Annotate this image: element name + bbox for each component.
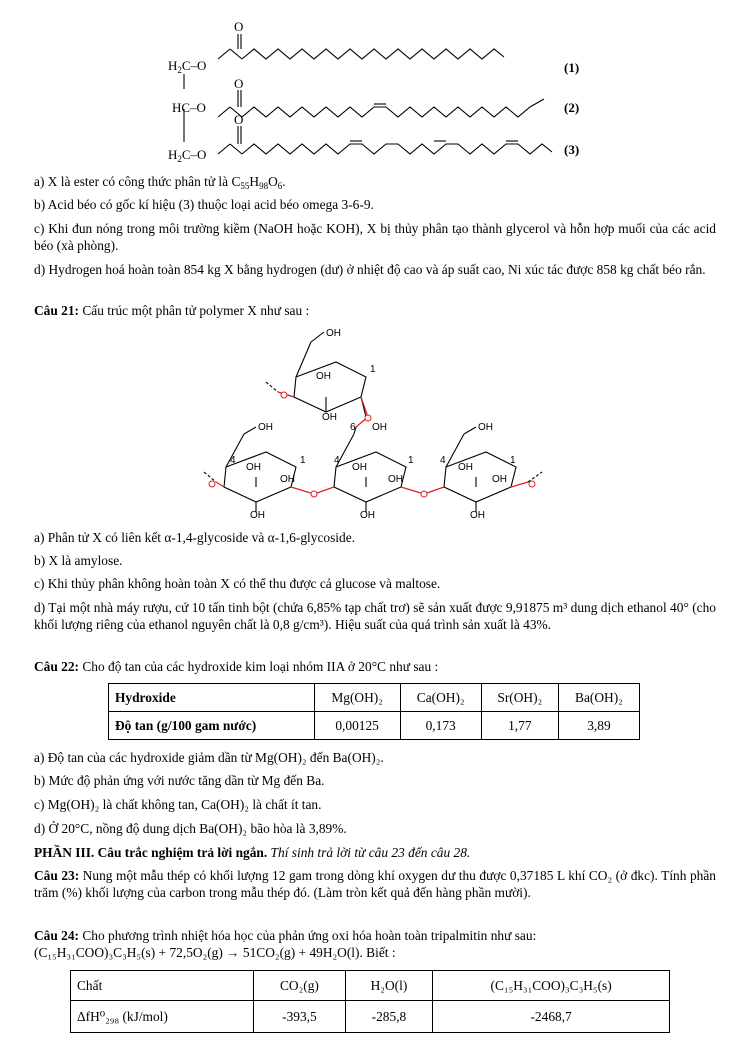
oh-label: OH — [478, 422, 493, 433]
q21-d: d) Tại một nhà máy rượu, cứ 10 tấn tinh bột (chứa 6,85% tạp chất trơ) sẽ sản xuất được 9,91875 m³ dung dịch ethanol 40° (cho khối lượng riêng của ethanol nguyên chất là 0,8 g/cm³). Hiệu suất của quá trình sản xuất là 43%. — [34, 600, 716, 632]
chain-marker-1: (1) — [564, 60, 580, 75]
q22-d: d) Ở 20°C, nồng độ dung dịch Ba(OH)₂ bão hòa là 3,89%. — [34, 821, 347, 836]
q20-b: b) Acid béo có gốc kí hiệu (3) thuộc loại acid béo omega 3-6-9. — [34, 197, 374, 212]
table-header-cell: H₂O(l) — [345, 971, 433, 1001]
q20-d: d) Hydrogen hoá hoàn toàn 854 kg X bằng hydrogen (dư) ở nhiệt độ cao và áp suất cao, Ni xúc tác được 858 kg chất béo rắn. — [34, 262, 706, 277]
table-cell: -2468,7 — [433, 1001, 670, 1033]
table-header-cell: CO₂(g) — [254, 971, 346, 1001]
oh-label: OH — [470, 510, 485, 520]
q22-c: c) Mg(OH)₂ là chất không tan, Ca(OH)₂ là chất ít tan. — [34, 797, 322, 812]
table-header-cell: (C₁₅H₃₁COO)₃C₃H₅(s) — [433, 971, 670, 1001]
c4-label: 4 — [440, 455, 446, 466]
oh-label: OH — [322, 412, 337, 423]
carbonyl-o-1: O — [234, 19, 244, 34]
oh-label: OH — [246, 462, 261, 473]
c6-label: 6 — [350, 422, 356, 433]
table-header-cell: Ca(OH)₂ — [400, 684, 481, 712]
oh-label: OH — [372, 422, 387, 433]
q21-b: b) X là amylose. — [34, 553, 123, 568]
q21-c: c) Khi thủy phân không hoàn toàn X có thể thu được cả glucose và maltose. — [34, 576, 441, 591]
oh-label: OH — [280, 474, 295, 485]
triglyceride-structure — [160, 14, 600, 166]
oh-label: OH — [316, 371, 331, 382]
table-cell: 0,173 — [400, 712, 481, 740]
c4-label: 4 — [334, 455, 340, 466]
glycerol-c2-label: HC–O — [172, 100, 206, 115]
carbonyl-o-3: O — [234, 112, 244, 127]
table-cell: 3,89 — [558, 712, 639, 740]
table-row-label: Độ tan (g/100 gam nước) — [109, 712, 315, 740]
oh-label: OH — [492, 474, 507, 485]
q22-stem: Câu 22: Cho độ tan của các hydroxide kim loại nhóm IIA ở 20°C như sau : — [34, 659, 439, 674]
q21-stem: Câu 21: Cấu trúc một phân tử polymer X như sau : — [34, 303, 310, 318]
amylopectin-structure — [196, 322, 556, 520]
q20-a: a) X là ester có công thức phân tử là $C_{55}H_{98}O_6$. — [34, 174, 286, 191]
part3-heading: PHẦN III. Câu trắc nghiệm trả lời ngắn. Thí sinh trả lời từ câu 23 đến câu 28. — [34, 845, 471, 860]
carbonyl-o-2: O — [234, 76, 244, 91]
q20-c: c) Khi đun nóng trong môi trường kiềm (NaOH hoặc KOH), X bị thủy phân tạo thành glycerol và hỗn hợp muối của các acid béo (xà phòng). — [34, 221, 716, 253]
chain-marker-3: (3) — [564, 142, 580, 157]
solubility-table — [108, 683, 640, 740]
c1-label: 1 — [510, 455, 516, 466]
q22-b: b) Mức độ phản ứng với nước tăng dần từ Mg đến Ba. — [34, 773, 325, 788]
table-row-label: ΔfH⁰₂₉₈ (kJ/mol) — [71, 1001, 254, 1033]
table-header-cell: Mg(OH)₂ — [314, 684, 400, 712]
c1-label: 1 — [300, 455, 306, 466]
enthalpy-table — [70, 970, 670, 1033]
q22-a: a) Độ tan của các hydroxide giảm dần từ Mg(OH)₂ đến Ba(OH)₂. — [34, 750, 384, 765]
glycerol-c3-label: $H_2C-O$ — [168, 147, 207, 164]
oh-label: OH — [250, 510, 265, 520]
glycerol-c1-label: $H_2C-O$ — [168, 58, 207, 75]
table-cell: 0,00125 — [314, 712, 400, 740]
q24-equation: (C₁₅H₃₁COO)₃C₃H₅(s) + 72,5O₂(g) → 51CO₂(g) + 49H₂O(l). Biết : — [34, 945, 396, 960]
c1-label: 1 — [408, 455, 414, 466]
table-cell: 1,77 — [481, 712, 558, 740]
c1-label: 1 — [370, 364, 376, 375]
c4-label: 4 — [230, 455, 236, 466]
oh-label: OH — [360, 510, 375, 520]
table-header-cell: Sr(OH)₂ — [481, 684, 558, 712]
table-cell: -393,5 — [254, 1001, 346, 1033]
oh-label: OH — [458, 462, 473, 473]
oh-label: OH — [388, 474, 403, 485]
table-header-cell: Chất — [71, 971, 254, 1001]
table-header-cell: Ba(OH)₂ — [558, 684, 639, 712]
q23-stem: Câu 23: Nung một mẫu thép có khối lượng 12 gam trong dòng khí oxygen dư thu được 0,37185 L khí CO₂ (ở đkc). Tính phần trăm (%) khối lượng của carbon trong mẫu thép đó. (Làm tròn kết quả đến hàng phần mười). — [34, 868, 716, 900]
table-header-cell: Hydroxide — [109, 684, 315, 712]
q21-a: a) Phân tử X có liên kết α-1,4-glycoside và α-1,6-glycoside. — [34, 530, 356, 545]
q24-stem: Câu 24: Cho phương trình nhiệt hóa học của phản ứng oxi hóa hoàn toàn tripalmitin như sau: — [34, 928, 537, 943]
oh-label: OH — [326, 328, 341, 339]
chain-marker-2: (2) — [564, 100, 580, 115]
table-cell: -285,8 — [345, 1001, 433, 1033]
oh-label: OH — [352, 462, 367, 473]
oh-label: OH — [258, 422, 273, 433]
